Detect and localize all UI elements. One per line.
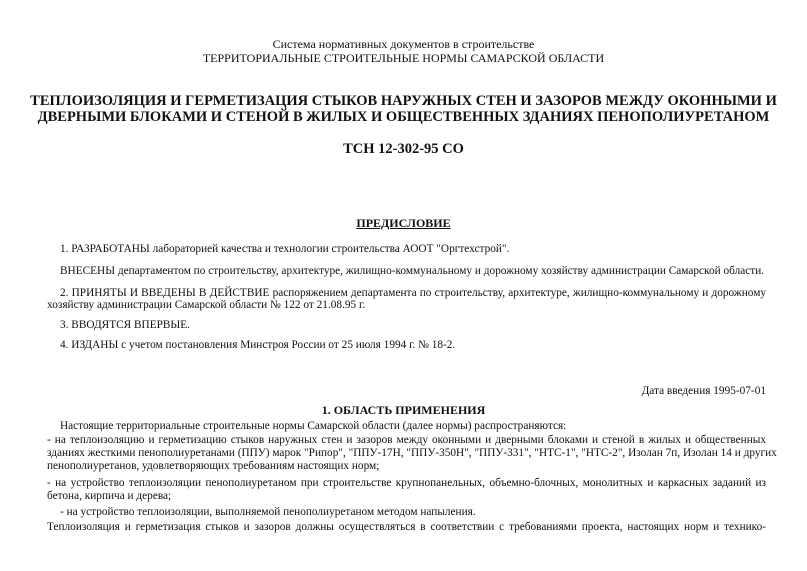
introduction-date: Дата введения 1995-07-01: [641, 385, 766, 397]
norms-label: ТЕРРИТОРИАЛЬНЫЕ СТРОИТЕЛЬНЫЕ НОРМЫ САМАРСКОЙ ОБЛАСТИ: [202, 51, 605, 65]
foreword-heading: ПРЕДИСЛОВИЕ: [356, 216, 451, 230]
document-title-line-1: ТЕПЛОИЗОЛЯЦИЯ И ГЕРМЕТИЗАЦИЯ СТЫКОВ НАРУЖНЫХ СТЕН И ЗАЗОРОВ МЕЖДУ ОКОННЫМИ И: [30, 93, 777, 109]
system-label: Система нормативных документов в строительстве: [272, 37, 535, 51]
section-1-line: - на теплоизоляцию и герметизацию стыков наружных стен и зазоров между оконными и дверными блоками и стеной в жилых и общественных: [47, 434, 766, 446]
section-1-heading: 1. ОБЛАСТЬ ПРИМЕНЕНИЯ: [321, 403, 486, 417]
section-1-line: бетона, кирпича и дерева;: [47, 490, 172, 502]
foreword-item-3: 3. ВВОДЯТСЯ ВПЕРВЫЕ.: [60, 319, 190, 331]
document-title-line-2: ДВЕРНЫМИ БЛОКАМИ И СТЕНОЙ В ЖИЛЫХ И ОБЩЕСТВЕННЫХ ЗДАНИЯХ ПЕНОПОЛИУРЕТАНОМ: [37, 109, 770, 125]
section-1-line: зданиях жесткими пенополиуретанами (ППУ) марок "Рипор", "ППУ-17Н, "ППУ-350Н", "ППУ-331", "НТС-1", "НТС-2", Изолан 7п, Изолан 14 и других: [47, 447, 777, 459]
foreword-item-2-line-1: 2. ПРИНЯТЫ И ВВЕДЕНЫ В ДЕЙСТВИЕ распоряжением департамента по строительству, архитектуре, жилищно-коммунальному и дорожному: [60, 287, 766, 299]
foreword-item-4: 4. ИЗДАНЫ с учетом постановления Минстроя России от 25 июля 1994 г. № 18-2.: [60, 339, 456, 351]
foreword-item-1: 1. РАЗРАБОТАНЫ лабораторией качества и технологии строительства АООТ "Оргтехстрой".: [60, 243, 510, 255]
section-1-line: - на устройство теплоизоляции пенополиуретаном при строительстве крупнопанельных, объемно-блочных, монолитных и каркасных заданий из: [47, 477, 766, 489]
section-1-line: пенополиуретанов, удовлетворяющих требованиям настоящих норм;: [47, 460, 380, 472]
foreword-introduced: ВНЕСЕНЫ департаментом по строительству, архитектуре, жилищно-коммунальному и дорожному хозяйству администрации Самарской области.: [60, 265, 765, 277]
section-1-line: Теплоизоляция и герметизация стыков и зазоров должны осуществляться в соответствии с требованиями проекта, настоящих норм и технико-: [47, 521, 766, 533]
foreword-item-2-line-2: хозяйству администрации Самарской области № 122 от 21.08.95 г.: [47, 299, 366, 311]
section-1-line: Настоящие территориальные строительные нормы Самарской области (далее нормы) распространяются:: [60, 420, 567, 432]
document-code: ТСН 12-302-95 СО: [343, 141, 464, 157]
section-1-line: - на устройство теплоизоляции, выполняемой пенополиуретаном методом напыления.: [60, 506, 476, 518]
